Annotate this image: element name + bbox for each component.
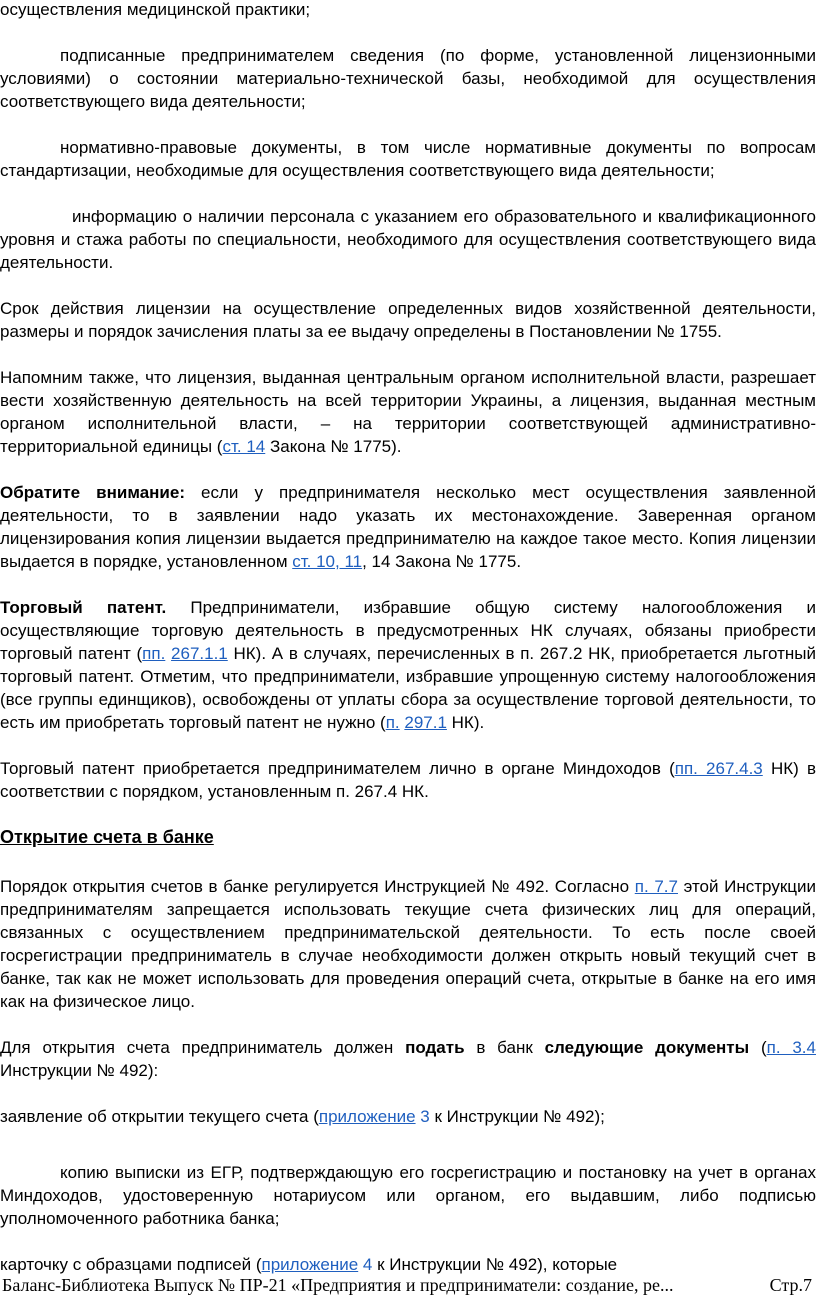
- paragraph-license-territory: [0, 366, 816, 458]
- link-pp-prefix[interactable]: пп.: [142, 644, 166, 663]
- paragraph-text: Предприниматели, избравшие общую систему налогообложения и осуществляющие торговую деятельность в предусмотренных НК случаях, обязаны приобрести торговый патент (: [0, 598, 816, 663]
- link-article-14[interactable]: ст. 14: [222, 437, 266, 456]
- link-267-4-3[interactable]: пп. 267.4.3: [674, 759, 763, 778]
- paragraph-egr-extract: копию выписки из ЕГР, подтверждающую его госрегистрацию и постановку на учет в органах Миндоходов, удостоверенную нотариусом или органом, его выдавшим, либо подписью уполномоченного работника банка;: [0, 1163, 816, 1228]
- paragraph-tail: , 14 Закона № 1775.: [362, 552, 522, 571]
- paragraph-tail: НК) в соответствии с порядком, установленным п. 267.4 НК.: [0, 759, 816, 801]
- link-appendix-3[interactable]: приложение: [318, 1107, 416, 1126]
- paragraph-signature-card: [0, 1253, 816, 1276]
- paragraph-trade-patent: [0, 596, 816, 734]
- paragraph-text: заявление об открытии текущего счета (: [0, 1107, 319, 1126]
- bold-following-docs: следующие документы: [544, 1038, 750, 1057]
- section-heading-bank-account: Открытие счета в банке: [0, 827, 214, 847]
- link-articles-10-11[interactable]: ст. 10, 11: [292, 552, 363, 571]
- paragraph-text: если у предпринимателя несколько мест осуществления заявленной деятельности, то в заявлении надо указать их местонахождение. Заверенная органом лицензирования копия лицензии выдается предпринимателю на каждое такое место. Копия лицензии выдается в порядке, установленном: [0, 483, 816, 571]
- trade-patent-label: Торговый патент.: [0, 598, 167, 617]
- paragraph-text: (: [749, 1038, 767, 1057]
- paragraph-license-term: Срок действия лицензии на осуществление определенных видов хозяйственной деятельности, размеры и порядок зачисления платы за ее выдачу определены в Постановлении № 1755.: [0, 299, 816, 341]
- paragraph-attention: [0, 481, 816, 573]
- paragraph-personnel-info: информацию о наличии персонала с указанием его образовательного и квалификационного уровня и стажа работы по специальности, необходимого для осуществления соответствующего вида деятельности.: [0, 207, 816, 272]
- appendix-number: 3: [415, 1107, 430, 1126]
- paragraph-tail: этой Инструкции предпринимателям запрещается использовать текущие счета физических лиц для операций, связанных с осуществлением предпринимательской деятельности. То есть после своей госрегистрации предприниматель в случае необходимости должен открыть новый текущий счет в банке, так как не может использовать для проведения операций счета, открытые в банке на его имя как на физическое лицо.: [0, 877, 816, 1011]
- attention-label: Обратите внимание:: [0, 483, 185, 502]
- paragraph-text: Торговый патент приобретается предпринимателем лично в органе Миндоходов (: [0, 759, 675, 778]
- paragraph-text: Напомним также, что лицензия, выданная центральным органом исполнительной власти, разрешает вести хозяйственную деятельность на всей территории Украины, а лицензия, выданная местным органом исполнительной власти, – на территории соответствующей административно-территориальной единицы (: [0, 368, 816, 456]
- link-297-1[interactable]: 297.1: [404, 713, 447, 732]
- link-267-1-1[interactable]: 267.1.1: [171, 644, 228, 663]
- link-7-7[interactable]: п. 7.7: [634, 877, 678, 896]
- footer-page-number: Стр.7: [769, 1275, 812, 1295]
- appendix-number: 4: [358, 1255, 373, 1274]
- paragraph-tail: НК).: [446, 713, 485, 732]
- link-appendix-4[interactable]: приложение: [261, 1255, 359, 1274]
- paragraph-account-procedure: [0, 875, 816, 1013]
- link-3-4[interactable]: п. 3.4: [766, 1038, 816, 1057]
- paragraph-tail: к Инструкции № 492), которые: [372, 1255, 618, 1274]
- paragraph-patent-purchase: [0, 757, 816, 803]
- paragraph-text: Порядок открытия счетов в банке регулируется Инструкцией № 492. Согласно: [0, 877, 635, 896]
- paragraph-normative-docs: нормативно-правовые документы, в том числе нормативные документы по вопросам стандартизации, необходимые для осуществления соответствующего вида деятельности;: [0, 138, 816, 180]
- paragraph-text: НК). А в случаях, перечисленных в п. 267.2 НК, приобретается льготный торговый патент. Отметим, что предприниматели, избравшие упрощенную систему налогообложения (все группы единщиков), освобождены от уплаты сбора за осуществление торговой деятельности, то есть им приобретать торговый патент не нужно (: [0, 644, 816, 732]
- paragraph-text: Для открытия счета предприниматель должен: [0, 1038, 406, 1057]
- paragraph-material-base: подписанные предпринимателем сведения (по форме, установленной лицензионными условиями) о состоянии материально-технической базы, необходимой для осуществления соответствующего вида деятельности;: [0, 46, 816, 111]
- paragraph-application: [0, 1105, 816, 1128]
- paragraph-tail: Закона № 1775).: [265, 437, 402, 456]
- paragraph-text: в банк: [464, 1038, 545, 1057]
- link-p-prefix[interactable]: п.: [385, 713, 400, 732]
- paragraph-text: карточку с образцами подписей (: [0, 1255, 262, 1274]
- paragraph-tail: Инструкции № 492):: [0, 1061, 159, 1080]
- paragraph-tail: к Инструкции № 492);: [429, 1107, 605, 1126]
- paragraph-documents-required: [0, 1036, 816, 1082]
- paragraph-medical-practice: осуществления медицинской практики;: [0, 0, 311, 19]
- bold-submit: подать: [405, 1038, 465, 1057]
- footer-publication: Баланс-Библиотека Выпуск № ПР-21 «Предприятия и предприниматели: создание, ре...: [2, 1275, 674, 1295]
